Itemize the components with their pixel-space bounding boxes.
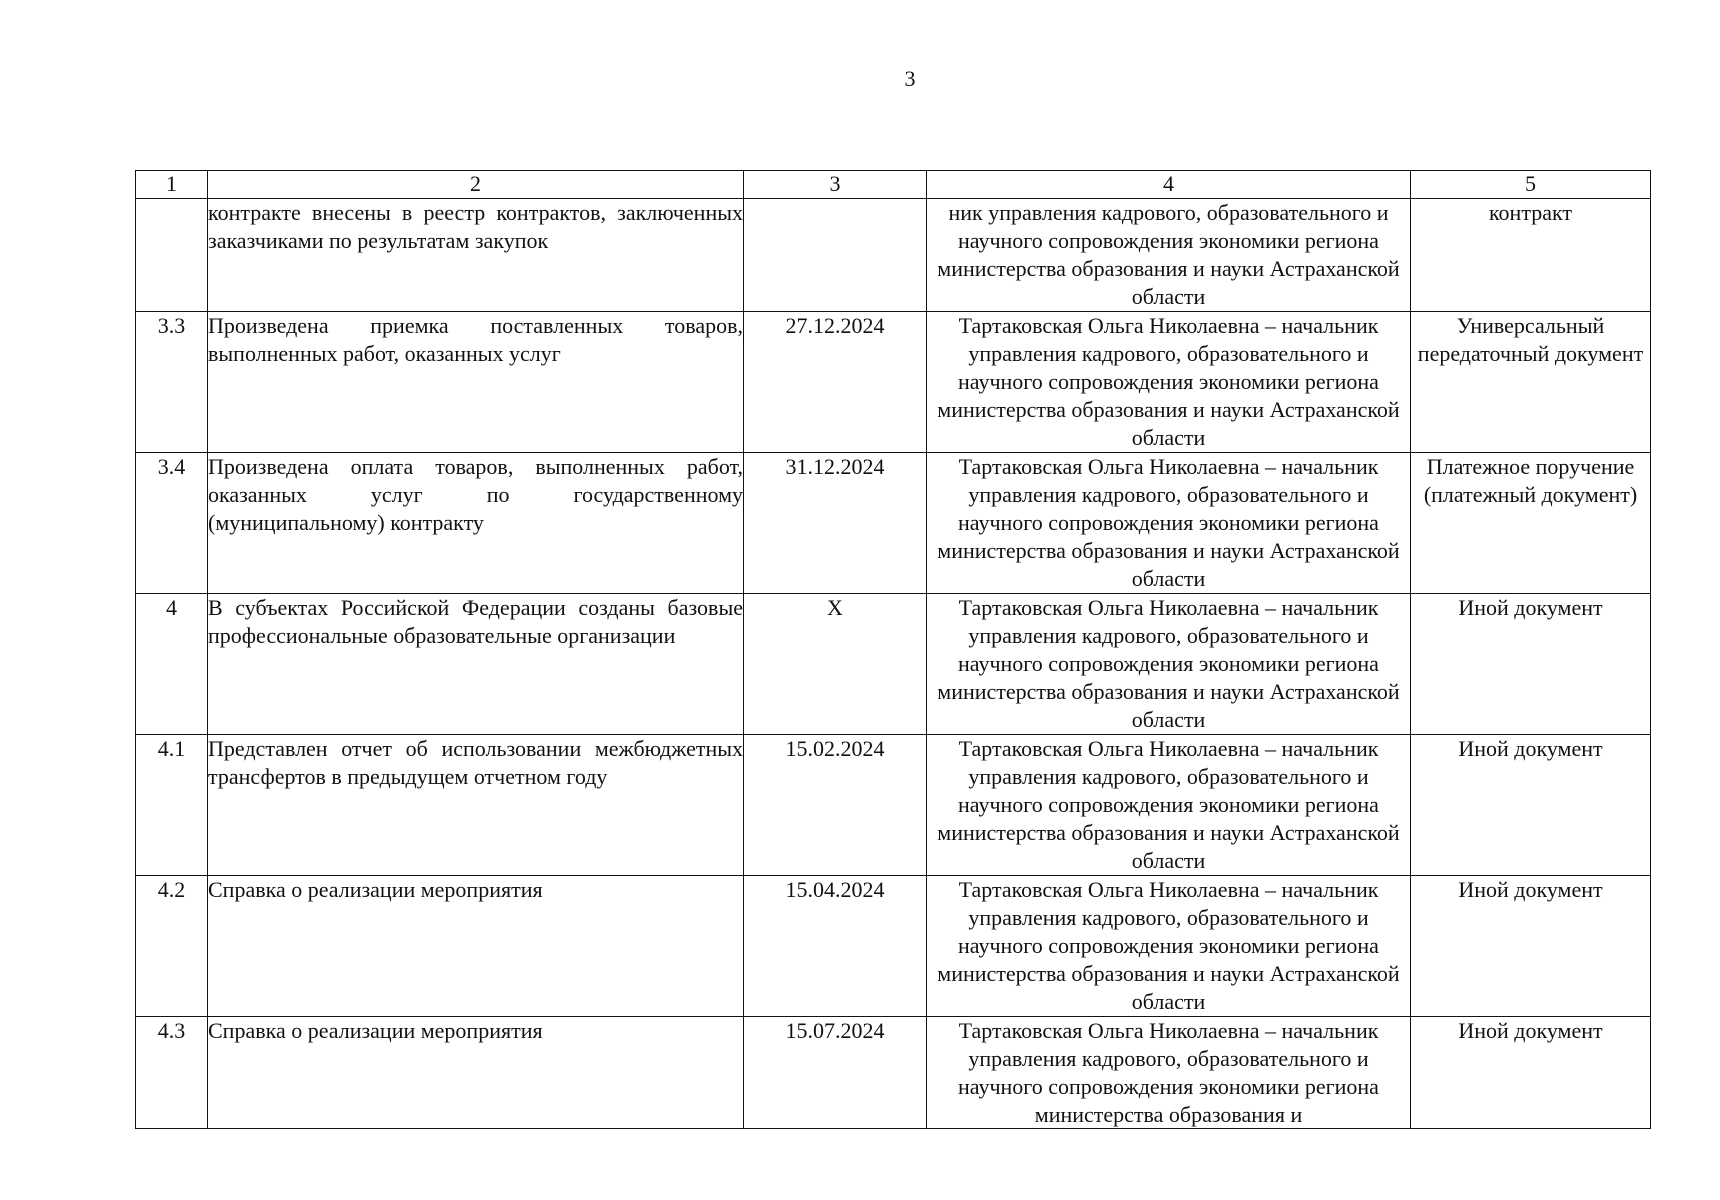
document-table (135, 170, 1651, 1129)
table-row (136, 1017, 1651, 1129)
row-responsible: Тартаковская Ольга Николаевна – начальник управления кадрового, образовательного и научного сопровождения экономики региона министерства образования и науки Астраханской области (927, 312, 1411, 453)
row-document-type: контракт (1411, 199, 1651, 312)
row-document-type: Иной документ (1411, 594, 1651, 735)
table-header-row (136, 171, 1651, 199)
table-row (136, 312, 1651, 453)
row-responsible: Тартаковская Ольга Николаевна – начальник управления кадрового, образовательного и научного сопровождения экономики региона министерства образования и науки Астраханской области (927, 453, 1411, 594)
row-date: 31.12.2024 (744, 453, 927, 594)
row-date: 15.02.2024 (744, 735, 927, 876)
row-responsible-text: Тартаковская Ольга Николаевна – начальник управления кадрового, образовательного и научного сопровождения экономики региона министерства образования и (958, 1018, 1379, 1127)
row-number: 4 (136, 594, 208, 735)
row-description: Справка о реализации мероприятия (208, 1017, 744, 1129)
row-description: Произведена оплата товаров, выполненных работ, оказанных услуг по государственному (муниципальному) контракту (208, 453, 744, 594)
row-description: Представлен отчет об использовании межбюджетных трансфертов в предыдущем отчетном году (208, 735, 744, 876)
row-date: 15.04.2024 (744, 876, 927, 1017)
row-date: X (744, 594, 927, 735)
row-date: 27.12.2024 (744, 312, 927, 453)
row-number: 3.3 (136, 312, 208, 453)
row-responsible: Тартаковская Ольга Николаевна – начальник управления кадрового, образовательного и научного сопровождения экономики региона министерства образования и науки Астраханской области (927, 876, 1411, 1017)
page-number: 3 (904, 66, 916, 91)
header-col-2: 2 (208, 171, 744, 199)
header-col-3: 3 (744, 171, 927, 199)
row-description: Справка о реализации мероприятия (208, 876, 744, 1017)
row-number (136, 199, 208, 312)
table-row (136, 876, 1651, 1017)
row-number: 3.4 (136, 453, 208, 594)
header-col-4: 4 (927, 171, 1411, 199)
row-document-type: Платежное поручение (платежный документ) (1411, 453, 1651, 594)
row-document-type: Иной документ (1411, 876, 1651, 1017)
row-number: 4.1 (136, 735, 208, 876)
row-description: Произведена приемка поставленных товаров, выполненных работ, оказанных услуг (208, 312, 744, 453)
header-col-5: 5 (1411, 171, 1651, 199)
row-responsible: Тартаковская Ольга Николаевна – начальник управления кадрового, образовательного и научного сопровождения экономики региона министерства образования и науки Астраханской области (927, 594, 1411, 735)
row-description: контракте внесены в реестр контрактов, заключенных заказчиками по результатам закупок (208, 199, 744, 312)
row-document-type: Иной документ (1411, 1017, 1651, 1129)
table-row (136, 594, 1651, 735)
table-row (136, 199, 1651, 312)
row-number: 4.3 (136, 1017, 208, 1129)
row-document-type: Иной документ (1411, 735, 1651, 876)
row-date (744, 199, 927, 312)
row-description: В субъектах Российской Федерации созданы базовые профессиональные образовательные организации (208, 594, 744, 735)
row-responsible (927, 1017, 1411, 1129)
table-row (136, 735, 1651, 876)
header-col-1: 1 (136, 171, 208, 199)
row-date: 15.07.2024 (744, 1017, 927, 1129)
row-number: 4.2 (136, 876, 208, 1017)
row-responsible: ник управления кадрового, образовательного и научного сопровождения экономики региона министерства образования и науки Астраханской области (927, 199, 1411, 312)
row-responsible: Тартаковская Ольга Николаевна – начальник управления кадрового, образовательного и научного сопровождения экономики региона министерства образования и науки Астраханской области (927, 735, 1411, 876)
table-row (136, 453, 1651, 594)
row-document-type: Универсальный передаточный документ (1411, 312, 1651, 453)
